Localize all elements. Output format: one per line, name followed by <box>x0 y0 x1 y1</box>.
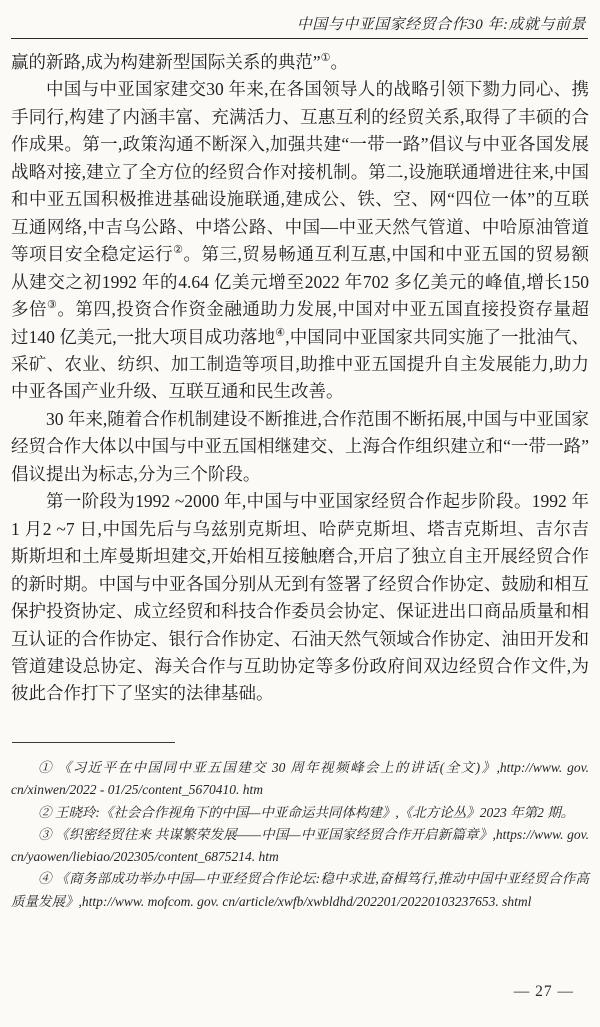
footnote-item: ② 王晓玲:《社会合作视角下的中国—中亚命运共同体构建》,《北方论丛》2023 年第2 期。 <box>38 804 575 820</box>
paragraph <box>11 49 589 76</box>
text-run: 赢的新路,成为构建新型国际关系的典范” <box>11 52 321 72</box>
text-run: 。第四,投资合作资金融通助力发展,中国对中亚五国直接投资存量超过140 亿美元,一批大项目成功落地 <box>11 299 589 347</box>
footnote-marker: ④ <box>275 326 286 339</box>
text-run: ,中国同中亚国家共同实施了一批油气、采矿、农业、纺织、加工制造等项目,助推中亚五国提升自主发展能力,助力中亚各国产业升级、互联互通和民生改善。 <box>11 326 590 402</box>
footnote-marker: ① <box>320 52 331 64</box>
text-run: 。 <box>330 52 349 72</box>
text-run: 第一阶段为1992 ~2000 年,中国与中亚国家经贸合作起步阶段。1992 年1 月2 ~7 日,中国先后与乌兹别克斯坦、哈萨克斯坦、塔吉克斯坦、吉尔吉斯斯坦和土库曼斯坦建交,开始相互接触磨合,开启了独立自主开展经贸合作的新时期。中国与中亚各国分别从无到有签署了经贸合作协定、鼓励和相互保护投资协定、成立经贸和科技合作委员会协定、保证进出口商品质量和相互认证的合作协定、银行合作协定、石油天然气领域合作协定、油田开发和管道建设总协定、海关合作与互助协定等多份政府间双边经贸合作文件,为彼此合作打下了坚实的法律基础。 <box>11 491 589 704</box>
footnote-marker: ③ <box>47 299 58 312</box>
text-run: 。第三,贸易畅通互利互惠,中国和中亚五国的贸易额从建交之初1992 年的4.64 亿美元增至2022 年702 多亿美元的峰值,增长150 多倍 <box>11 244 589 320</box>
footnote-item: ④ 《商务部成功举办中国—中亚经贸合作论坛:稳中求进,奋楫笃行,推动中国中亚经贸合作高质量发展》,http://www. mofcom. gov. cn/article/xwfb/xwbldhd/202201/20220103237653. shtml <box>11 871 589 909</box>
footnote-item: ① 《习近平在中国同中亚五国建交 30 周年视频峰会上的讲话(全文)》,http://www. gov. cn/xinwen/2022 - 01/25/content_5670410. htm <box>11 760 589 798</box>
footnote-list <box>11 757 589 913</box>
running-header-title: 中国与中亚国家经贸合作30 年:成就与前景 <box>296 17 586 33</box>
header-rule <box>11 38 588 39</box>
footnote-separator-rule <box>12 742 175 743</box>
footnote-marker: ② <box>173 244 184 257</box>
paragraph <box>11 488 589 708</box>
body-paragraphs <box>11 49 589 708</box>
paragraph <box>11 406 589 488</box>
text-run: 30 年来,随着合作机制建设不断推进,合作范围不断拓展,中国与中亚国家经贸合作大体以中国与中亚五国相继建交、上海合作组织建立和“一带一路”倡议提出为标志,分为三个阶段。 <box>11 408 589 484</box>
page-number: — 27 — <box>513 983 574 1000</box>
paragraph <box>11 76 589 405</box>
text-run: 中国与中亚国家建交30 年来,在各国领导人的战略引领下勠力同心、携手同行,构建了内涵丰富、充满活力、互惠互利的经贸关系,取得了丰硕的合作成果。第一,政策沟通不断深入,加强共建“一带一路”倡议与中亚各国发展战略对接,建立了全方位的经贸合作对接机制。第二,设施联通增进往来,中国和中亚五国积极推进基础设施联通,建成公、铁、空、网“四位一体”的互联互通网络,中吉乌公路、中塔公路、中国—中亚天然气管道、中哈原油管道等项目安全稳定运行 <box>11 79 589 265</box>
footnote-block <box>11 742 589 913</box>
footnote-item: ③ 《织密经贸往来 共谋繁荣发展——中国—中亚国家经贸合作开启新篇章》,https://www. gov. cn/yaowen/liebiao/202305/content_6875214. htm <box>11 826 589 865</box>
